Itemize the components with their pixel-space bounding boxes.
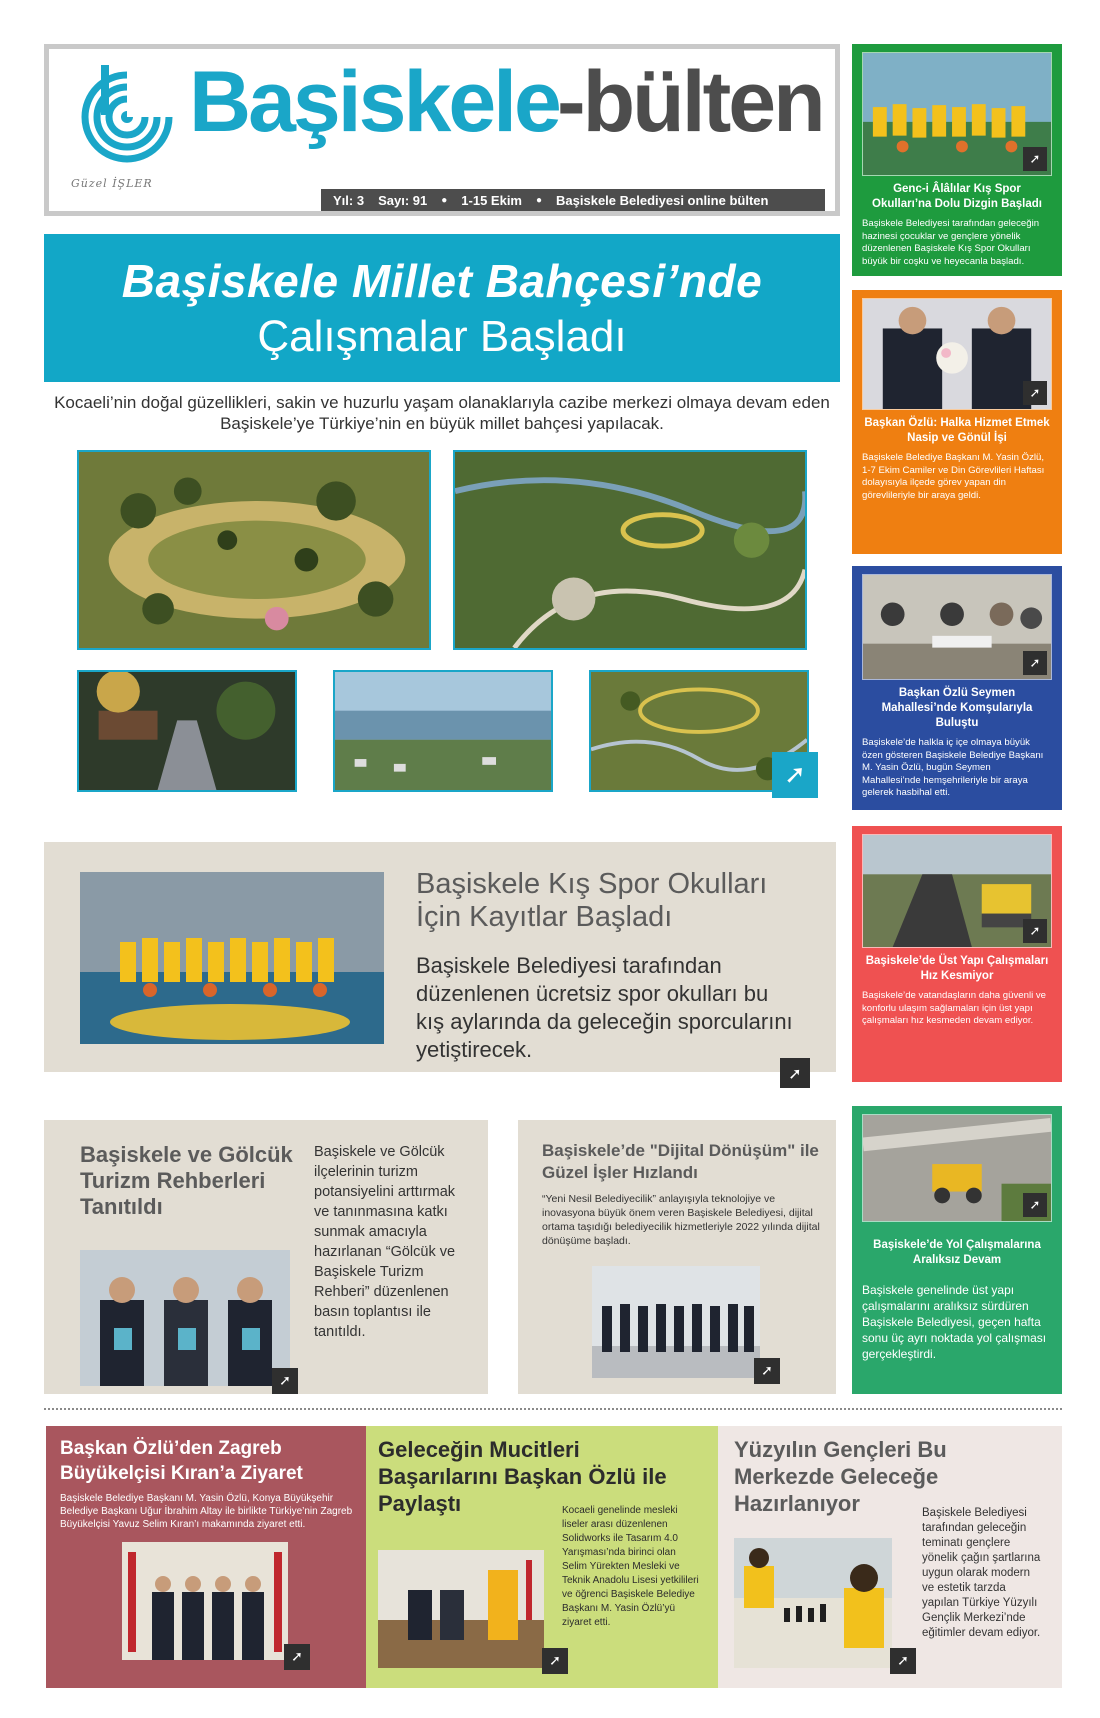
golcuk-turizm-photo [80, 1250, 290, 1386]
kis-spor-body: Başiskele Belediyesi tarafından düzenlenen ücretsiz spor okulları bu kış aylarında da geleceğin sporcularını yetiştirecek. [416, 953, 793, 1062]
cursor-icon[interactable]: ➚ [890, 1648, 916, 1674]
cursor-icon[interactable]: ➚ [284, 1644, 310, 1670]
card-body: Başiskele Belediyesi tarafından geleceğin hazinesi çocuklar ve gençlere yönelik düzenlenen Başiskele Kış Spor Okulları büyük bir coşku ve heyecanla başladı. [862, 218, 1040, 267]
issue-number: Sayı: 91 [378, 192, 428, 208]
card-photo [862, 298, 1052, 410]
card-photo [862, 574, 1052, 680]
bullet-icon: ● [441, 194, 448, 206]
golcuk-turizm-section[interactable] [44, 1120, 488, 1394]
card-title: Başkan Özlü Seymen Mahallesi’nde Komşularıyla Buluştu [881, 687, 1033, 729]
genclik-body: Başiskele Belediyesi tarafından geleceğin teminatı gençlere yönelik çağın şartlarına uygun olarak modern ve estetik tarzda yapılan Türkiye Yüzyılı Gençlik Merkezi’nde eğitimler devam ediyor. [922, 1507, 1041, 1639]
main-headline-banner[interactable] [44, 234, 840, 382]
sidebar-card-4[interactable] [852, 826, 1062, 1082]
main-headline-line2: Çalışmalar Başladı [257, 312, 627, 361]
cursor-icon[interactable]: ➚ [1023, 1193, 1047, 1217]
card-title: Başiskele’de Yol Çalışmalarına Aralıksız Devam [873, 1239, 1041, 1266]
sidebar-card-5[interactable] [852, 1106, 1062, 1394]
bottom-article-genclik[interactable] [718, 1426, 1062, 1688]
card-body: Başiskele genelinde üst yapı çalışmalarını aralıksız sürdüren Başiskele Belediyesi, geçen hafta sonu üç ayrı noktada yol çalışması gerçekleştirdi. [862, 1283, 1047, 1361]
park-walkway-photo[interactable] [77, 670, 297, 792]
section-divider [44, 1408, 1062, 1410]
masthead [44, 44, 840, 216]
cursor-icon[interactable]: ➚ [772, 752, 818, 798]
sidebar-card-2[interactable] [852, 290, 1062, 554]
mucitler-photo-wrap [378, 1550, 544, 1668]
card-body: Başiskele Belediye Başkanı M. Yasin Özlü, 1-7 Ekim Camiler ve Din Görevlileri Haftası dolayısıyla ilçede görev yapan din görevlileriyle bir araya geldi. [862, 452, 1045, 501]
cursor-icon[interactable]: ➚ [1023, 651, 1047, 675]
genclik-photo [734, 1538, 892, 1668]
issue-dates: 1-15 Ekim [461, 192, 522, 208]
cursor-icon[interactable]: ➚ [780, 1058, 810, 1088]
park-aerial-photo-2[interactable] [453, 450, 807, 650]
masthead-title-part1: Başiskele [189, 54, 559, 150]
issue-tagline: Başiskele Belediyesi online bülten [556, 192, 769, 208]
sidebar-card-1[interactable] [852, 44, 1062, 276]
kis-spor-title: Başiskele Kış Spor Okulları İçin Kayıtlar Başladı [416, 868, 768, 933]
dijital-donusum-photo [592, 1266, 760, 1378]
mucitler-body: Kocaeli genelinde mesleki liseler arası düzenlenen Solidworks ile Tasarım 4.0 Yarışması’nda birinci olan Selim Yürekten Mesleki ve Teknik Anadolu Lisesi yetkilileri ve öğrenci Başiskele Belediye Başkanı M. Yasin Özlü’yü ziyaret etti. [562, 1505, 699, 1628]
dijital-donusum-section[interactable] [518, 1120, 836, 1394]
mucitler-title: Geleceğin Mucitleri Başarılarını Başkan Özlü ile Paylaştı [378, 1437, 667, 1516]
zagreb-body: Başiskele Belediye Başkanı M. Yasin Özlü, Konya Büyükşehir Belediye Başkanı Uğur İbrahim Altay ile birlikte Türkiye’nin Zagreb Büyükelçisi Yavuz Selim Kıran’ı makamında ziyaret etti. [60, 1493, 353, 1530]
logo-subtitle: Güzel İŞLER [71, 177, 153, 190]
card-photo [862, 52, 1052, 176]
card-title: Başiskele’de Üst Yapı Çalışmaları Hız Kesmiyor [865, 955, 1049, 982]
cursor-icon[interactable]: ➚ [542, 1648, 568, 1674]
dijital-donusum-title: Başiskele’de "Dijital Dönüşüm" ile Güzel İşler Hızlandı [542, 1141, 819, 1182]
park-aerial-photo-1[interactable] [77, 450, 431, 650]
zagreb-title: Başkan Özlü’den Zagreb Büyükelçisi Kıran’a Ziyaret [60, 1438, 303, 1484]
golcuk-turizm-title: Başiskele ve Gölcük Turizm Rehberleri Tanıtıldı [80, 1142, 293, 1219]
cursor-icon[interactable]: ➚ [754, 1358, 780, 1384]
bullet-icon: ● [535, 194, 543, 206]
card-photo [862, 834, 1052, 948]
bottom-article-zagreb[interactable] [46, 1426, 366, 1688]
card-photo [862, 1114, 1052, 1222]
cursor-icon[interactable]: ➚ [1023, 147, 1047, 171]
masthead-title-part2: -bülten [557, 54, 823, 150]
main-lead-text: Kocaeli’nin doğal güzellikleri, sakin ve huzurlu yaşam olanaklarıyla cazibe merkezi olmaya devam eden Başiskele’ye Türkiye’nin en büyük millet bahçesi yapılacak. [54, 393, 830, 433]
issue-year: Yıl: 3 [333, 192, 365, 208]
card-title: Genc-i Âlâlılar Kış Spor Okulları’na Dolu Dizgin Başladı [872, 183, 1042, 210]
cursor-icon[interactable]: ➚ [1023, 381, 1047, 405]
golcuk-turizm-body: Başiskele ve Gölcük ilçelerinin turizm potansiyelini arttırmak ve tanınmasına katkı sunmak amacıyla hazırlanan “Gölcük ve Başiskele Turizm Rehberi” düzenlenen basın toplantısı ile tanıtıldı. [314, 1144, 456, 1340]
dijital-donusum-body: “Yeni Nesil Belediyecilik” anlayışıyla teknolojiye ve inovasyona büyük önem veren Başiskele Belediyesi, dijital ortama taşıdığı belediyecilik hizmetleriyle 2022 yılında dijital dönüşüme başladı. [542, 1193, 820, 1247]
genclik-title: Yüzyılın Gençleri Bu Merkezde Geleceğe Hazırlanıyor [734, 1437, 947, 1516]
cursor-icon[interactable]: ➚ [1023, 919, 1047, 943]
card-body: Başiskele’de halkla iç içe olmaya büyük özen gösteren Başiskele Belediye Başkanı M. Yasin Özlü, bugün Seymen Mahallesi’nde hemşehrileriyle bir araya gelerek hasbihal etti. [862, 737, 1044, 798]
zagreb-photo [122, 1542, 288, 1660]
card-body: Başiskele’de vatandaşların daha güvenli ve konforlu ulaşım sağlamaları için üst yapı çalışmaları hız kesmeden devam ediyor. [862, 990, 1047, 1026]
card-title: Başkan Özlü: Halka Hizmet Etmek Nasip ve Gönül İşi [864, 417, 1050, 444]
kis-spor-section[interactable] [44, 842, 836, 1083]
bay-view-photo[interactable] [333, 670, 553, 792]
logo-spiral-icon [77, 63, 177, 163]
cursor-icon[interactable]: ➚ [272, 1368, 298, 1394]
sidebar-card-3[interactable] [852, 566, 1062, 810]
main-headline-line1: Başiskele Millet Bahçesi’nde [121, 255, 763, 307]
issue-info-bar [321, 189, 825, 211]
mucitler-photo [378, 1550, 544, 1668]
bottom-article-mucitler[interactable] [366, 1426, 718, 1688]
kis-spor-photo [80, 872, 384, 1044]
